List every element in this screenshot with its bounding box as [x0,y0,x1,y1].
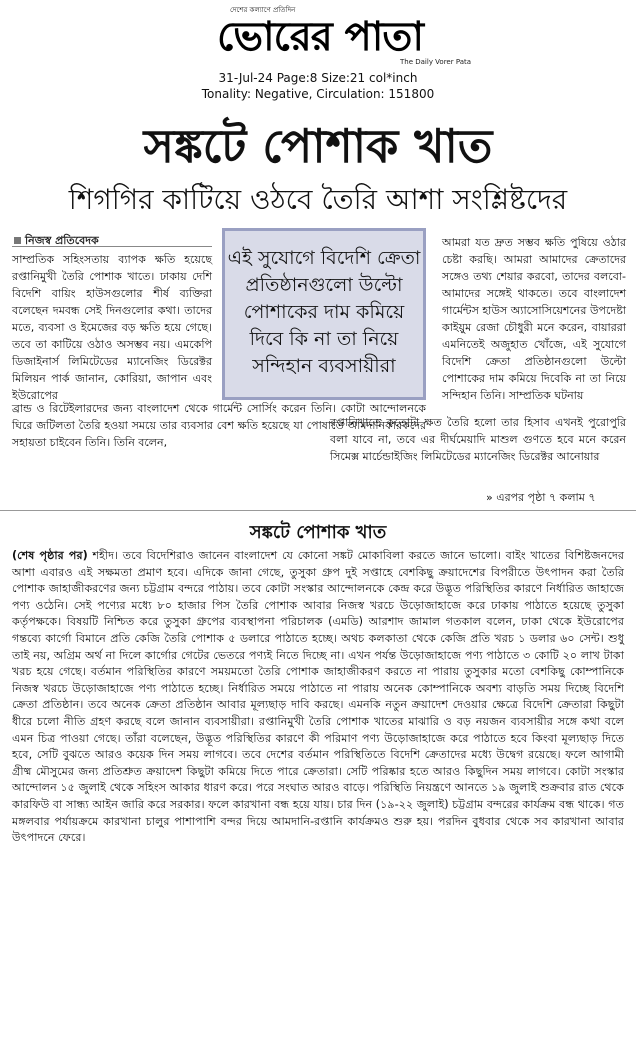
article-wide-paragraph: ব্রান্ড ও রিটেইলারদের জন্য বাংলাদেশ থেকে গার্মেন্ট সোর্সিং করেন তিনি। কোটা আন্দোলনকে ঘিরে জটিলতা তৈরি হওয়া সময়ে তার ব্যবসার বেশ ক্ষতি হয়েছে যা পোষাতে আমদানিকারকদের সহায়তা চাইবেন তিনি। তিনি বলেন, [12,402,426,449]
newspaper-logo: ভোরের পাতা [216,13,423,60]
article-headline: সঙ্কটে পোশাক খাত [143,119,493,173]
continuation-text: শহীদ। তবে বিদেশিরাও জানেন বাংলাদেশ যে কোনো সঙ্কট মোকাবিলা করতে জানে ভালো। বাইং খাতের বিশিষ্টজনদের আশা এবারও এই সক্ষমতা প্রমাণ হবে। এদিকে জানা গেছে, তুসুকা গ্রুপ দুই সপ্তাহে বেশকিছু ক্রয়াদেশের বিপরীতে উৎপাদন করা তৈরি পোশাক জাহাজীকরণের জন্য চট্টগ্রাম বন্দরে পাঠায়। তবে কোটা সংস্কার আন্দোলনকে কেন্দ্র করে উদ্ভূত পরিস্থিতির কারণে নির্ধারিত জাহাজে পণ্য ওঠেনি। সেই পণ্যের মধ্যে ৮০ হাজার পিস তৈরি পোশাক আবার নিজস্ব খরচে উড়োজাহাজে করে ঢাকায় পাঠাতে হয়েছে তুসুকা কর্তৃপক্ষকে। বিষয়টি নিশ্চিত করে তুসুকা গ্রুপের ব্যবস্থাপনা পরিচালক (এমডি) আরশাদ জামাল গতকাল বলেন, ঢাকা থেকে ইউরোপের গন্তব্যে কার্গো বিমানে প্রতি কেজি তৈরি পোশাক ৫ ডলারে পাঠাতে হচ্ছে। অথচ কলকাতা থেকে কেজি প্রতি খরচ ১ ডলার ৬০ সেন্ট। শুধু তাই নয়, অগ্রিম অর্থ না দিলে কার্গোর গেটের ভেতরে পণ্যই নিতে দিচ্ছে না। এখন পর্যন্ত উড়োজাহাজে পণ্য পাঠাতে ৩ কোটি ২০ লাখ টাকা খরচ হয়ে গেছে। বর্তমান পরিস্থিতির কারণে সময়মতো তৈরি পোশাক জাহাজীকরণ করতে না পারায় তুসুকার মতো বেশকিছু কোম্পানিকে নিজস্ব খরচে উড়োজাহাজে পণ্য পাঠাতে হচ্ছে। নির্ধারিত সময়ে পাঠাতে না পারায় অনেক কোম্পানিকে অবশ্য বাড়তি সময় দিচ্ছে বিদেশি ক্রেতা প্রতিষ্ঠান। তবে অনেক ক্রেতা প্রতিষ্ঠান আবার মূল্যছাড় দাবি করছে। এমনকি নতুন ক্রয়াদেশ দেওয়ার ক্ষেত্রে বিদেশি ক্রেতারা কিছুটা ধীরে চলো নীতি গ্রহণ করছে বলে জানান ব্যবসায়ীরা। রপ্তানিমুখী তৈরি পোশাক খাতের মাঝারি ও বড় নয়জন ব্যবসায়ীর সঙ্গে কথা বলে এমন চিত্র পাওয়া গেছে। তাঁরা বলেছেন, উদ্ভূত পরিস্থিতির কারণে কী পরিমাণ পণ্য উড়োজাহাজে করে পাঠাতে হবে কিংবা মূল্যছাড় দিতে হবে, সেটি বুঝতে আরও কয়েক দিন সময় লাগবে। তবে দেশের বর্তমান পরিস্থিতিতে বিদেশি ক্রেতাদের মধ্যে উদ্বেগ রয়েছে। ফলে আগামী গ্রীষ্ম মৌসুমের জন্য প্রতিশ্রুত ক্রয়াদেশ কিছুটা কমিয়ে দিতে পারে ক্রেতারা। সেটি পরিষ্কার হতে আরও কিছুদিন সময় লাগবে। কোটা সংস্কার আন্দোলন ১৫ জুলাই থেকে সহিংস আকার ধারণ করে। পরে সংঘাত আরও বাড়ে। পরিস্থিতি নিয়ন্ত্রণে আনতে ১৯ জুলাই শুক্রবার রাত থেকে কারফিউ বা সান্ধ্য আইন জারি করে সরকার। ফলে কারখানা বন্ধ হয়ে যায়। চার দিন (১৯-২২ জুলাই) চট্টগ্রাম বন্দরের কার্যক্রম বন্ধ থাকে। গত মঙ্গলবার পর্যায়ক্রমে কারখানা চালুর পাশাপাশি বন্দর দিয়ে আমদানি-রপ্তানি কার্যক্রমও শুরু হয়। পরদিন বুধবার থেকে সব কারখানা আবার উৎপাদনে ফেরে। [12,549,624,845]
article-column-3-continued: রপ্তানিখাতে কতোটা ক্ষত তৈরি হলো তার হিসাব এখনই পুরোপুরি বলা যাবে না, তবে এর দীর্ঘমেয়াদি মাশুল গুণতে হবে মনে করেন সিমেক্স মার্চেন্ডাইজিং লিমিটেডের ম্যানেজিং ডিরেক্টর আনোয়ার [330,416,626,463]
masthead [0,0,636,70]
clipping-meta-line1: 31-Jul-24 Page:8 Size:21 col*inch [218,71,418,85]
byline [14,232,99,251]
continuation-lead: (শেষ পৃষ্ঠার পর) [12,549,88,562]
section-divider [0,510,636,511]
continued-on-text: এরপর পৃষ্ঠা ৭ কলাম ৭ [496,491,596,504]
continuation-body [12,548,624,847]
article-column-3: আমরা যত দ্রুত সম্ভব ক্ষতি পুষিয়ে ওঠার চেষ্টা করছি। আমরা আমাদের ক্রেতাদের সঙ্গেও তথ্য শেয়ার করবো, তাদের বলবো- আমাদের সঙ্গেই থাকতে। তবে বাংলাদেশ গার্মেন্টস হাউস অ্যাসোসিয়েশনের উপদেষ্টা কাইয়ুম রেজা চৌধুরী মনে করেন, বায়াররা এমনিতেই অজুহাত খোঁজে, এই সুযোগে বিদেশি ক্রেতা প্রতিষ্ঠানগুলো উল্টো পোশাকের দাম কমিয়ে দিবেকি না তা নিয়ে সন্দিহান তিনি। সাম্প্রতিক ঘটনায় [442,236,626,402]
byline-text: নিজস্ব প্রতিবেদক [25,234,99,247]
masthead-tagline-top: দেশের কল্যাণে প্রতিদিন [230,6,296,14]
continuation-heading: সঙ্কটে পোশাক খাত [249,522,387,543]
article-column-1: সাম্প্রতিক সহিংসতায় ব্যাপক ক্ষতি হয়েছে রপ্তানিমুখী তৈরি পোশাক খাতে। ঢাকায় দেশি বিদেশি বায়িং হাউসগুলোর শীর্ষ ব্যক্তিরা বলেছেন দমবন্ধ সেই দিনগুলোর কথা। তাদের মতে, ব্যবসা ও ইমেজের বড় ক্ষতি হয়ে গেছে। তবে তা কাটিয়ে ওঠাও অসম্ভব নয়। এমকেপি ডিজাইনার্স লিমিটেডের ম্যানেজিং ডিরেক্টর মিলিয়ন পার্ক জানান, কোরিয়া, জাপান এবং ইউরোপের [12,253,212,402]
clipping-meta-line2: Tonality: Negative, Circulation: 151800 [201,87,435,101]
byline-divider [12,246,212,247]
square-bullet-icon [14,237,21,244]
continued-on-note [486,489,595,508]
masthead-tagline-bottom: The Daily Vorer Pata [400,58,472,66]
double-chevron-icon: » [486,491,497,504]
article-subhead: শিগগির কাটিয়ে ওঠবে তৈরি আশা সংশ্লিষ্টদের [68,183,568,216]
pull-quote-box: এই সুযোগে বিদেশি ক্রেতা প্রতিষ্ঠানগুলো উল্টো পোশাকের দাম কমিয়ে দিবে কি না তা নিয়ে সন্দিহান ব্যবসায়ীরা [222,228,426,400]
